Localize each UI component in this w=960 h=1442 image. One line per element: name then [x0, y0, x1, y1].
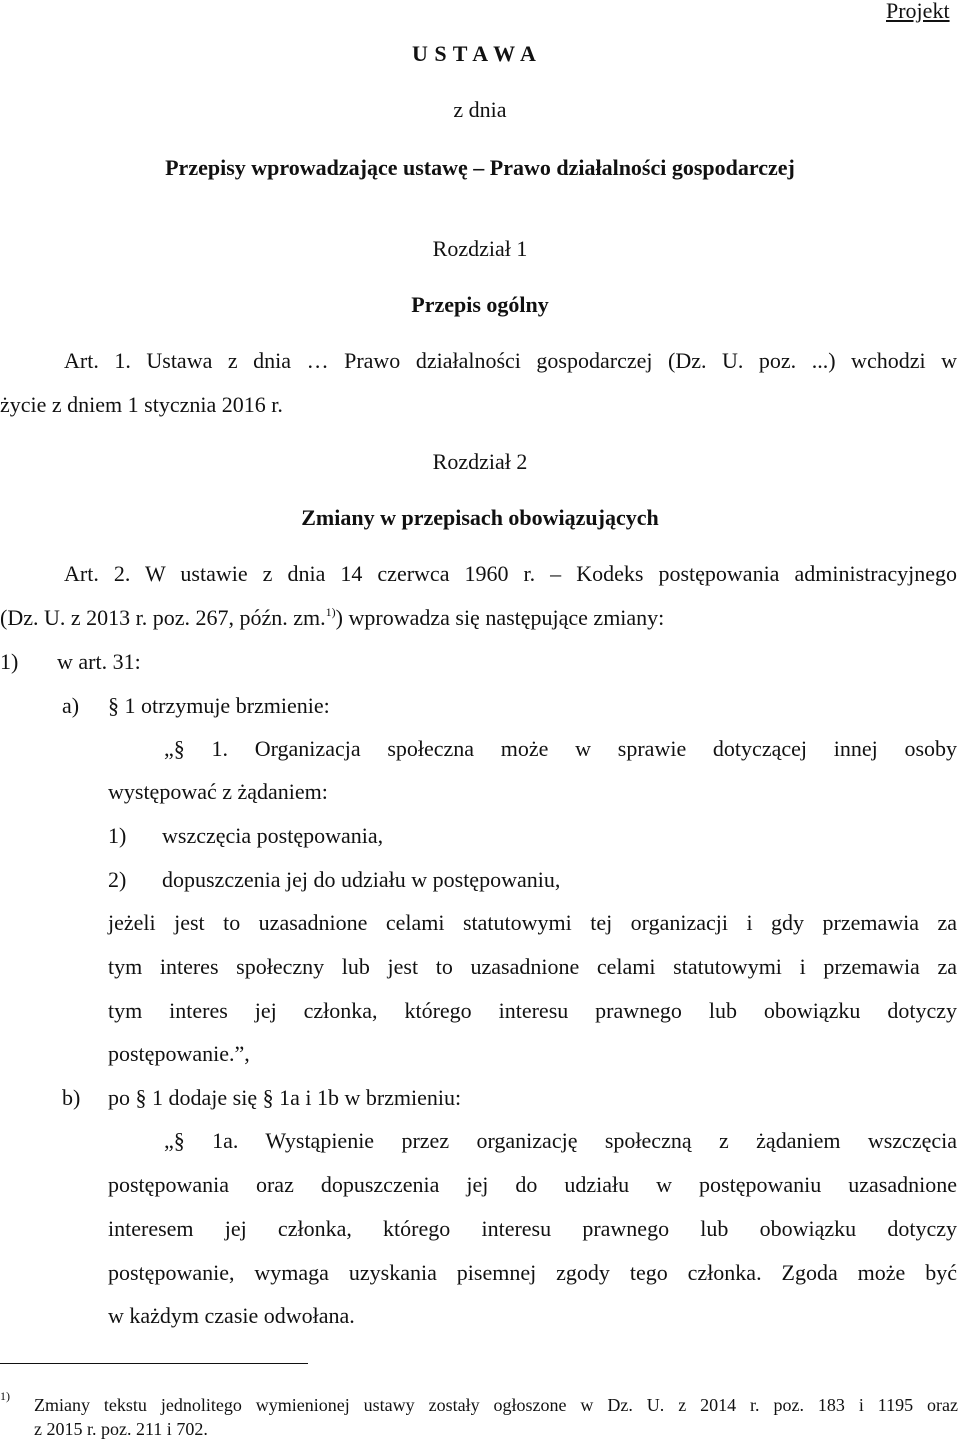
par1-cont2: tym interes społeczny lub jest to uzasadnione celami statutowymi i przemawia za — [108, 954, 957, 979]
par1-line2: występować z żądaniem: — [108, 779, 328, 804]
footnote-line2: z 2015 r. poz. 211 i 702. — [34, 1419, 208, 1439]
par1-sub2-number: 2) — [108, 867, 127, 892]
par1a-line5: w każdym czasie odwołana. — [108, 1303, 355, 1328]
par1-line1: „§ 1. Organizacja społeczna może w sprawie dotyczącej innej osoby — [164, 736, 957, 761]
art2-line2-end: ) wprowadza się następujące zmiany: — [335, 605, 665, 630]
par1a-line1: „§ 1a. Wystąpienie przez organizację społeczną z żądaniem wszczęcia — [164, 1128, 957, 1153]
par1-sub1-text: wszczęcia postępowania, — [162, 823, 384, 848]
par1-cont3: tym interes jej członka, którego interesu prawnego lub obowiązku dotyczy — [108, 998, 957, 1023]
footnote-separator — [0, 1363, 308, 1364]
act-date: z dnia — [453, 97, 507, 122]
par1-cont4: postępowanie.”, — [108, 1041, 250, 1066]
par1-sub1-number: 1) — [108, 823, 127, 848]
footnote-mark: 1) — [0, 1389, 10, 1403]
chapter-1-title: Przepis ogólny — [411, 292, 549, 317]
chapter-2-title: Zmiany w przepisach obowiązujących — [301, 505, 659, 530]
act-name: Przepisy wprowadzające ustawę – Prawo działalności gospodarczej — [165, 155, 795, 180]
par1a-line3: interesem jej członka, którego interesu prawnego lub obowiązku dotyczy — [108, 1216, 957, 1241]
item1-text: w art. 31: — [57, 649, 141, 674]
art1-line1: Art. 1. Ustawa z dnia … Prawo działalności gospodarczej (Dz. U. poz. ...) wchodzi w — [64, 348, 957, 373]
item1-number: 1) — [0, 649, 19, 674]
par1-sub2-text: dopuszczenia jej do udziału w postępowaniu, — [162, 867, 561, 892]
point-a-letter: a) — [62, 693, 80, 718]
footnote-reference[interactable]: 1) — [325, 605, 336, 619]
footnote-line1: Zmiany tekstu jednolitego wymienionej ustawy zostały ogłoszone w Dz. U. z 2014 r. poz. 183 i 1195 oraz — [34, 1395, 958, 1415]
act-title: U S T A W A — [412, 41, 537, 66]
projekt-label: Projekt — [886, 0, 950, 23]
art2-line2 — [0, 604, 664, 632]
point-a-text: § 1 otrzymuje brzmienie: — [108, 693, 330, 718]
point-b-letter: b) — [62, 1085, 81, 1110]
point-b-text: po § 1 dodaje się § 1a i 1b w brzmieniu: — [108, 1085, 462, 1110]
art1-line2: życie z dniem 1 stycznia 2016 r. — [0, 392, 283, 417]
par1a-line4: postępowanie, wymaga uzyskania pisemnej zgody tego członka. Zgoda może być — [108, 1260, 957, 1285]
chapter-1-label: Rozdział 1 — [432, 236, 528, 261]
art2-line1: Art. 2. W ustawie z dnia 14 czerwca 1960 r. – Kodeks postępowania administracyjnego — [64, 561, 957, 586]
art2-line2-start: (Dz. U. z 2013 r. poz. 267, późn. zm. — [0, 605, 326, 630]
par1a-line2: postępowania oraz dopuszczenia jej do udziału w postępowaniu uzasadnione — [108, 1172, 957, 1197]
par1-cont1: jeżeli jest to uzasadnione celami statutowymi tej organizacji i gdy przemawia za — [108, 910, 957, 935]
chapter-2-label: Rozdział 2 — [432, 449, 528, 474]
